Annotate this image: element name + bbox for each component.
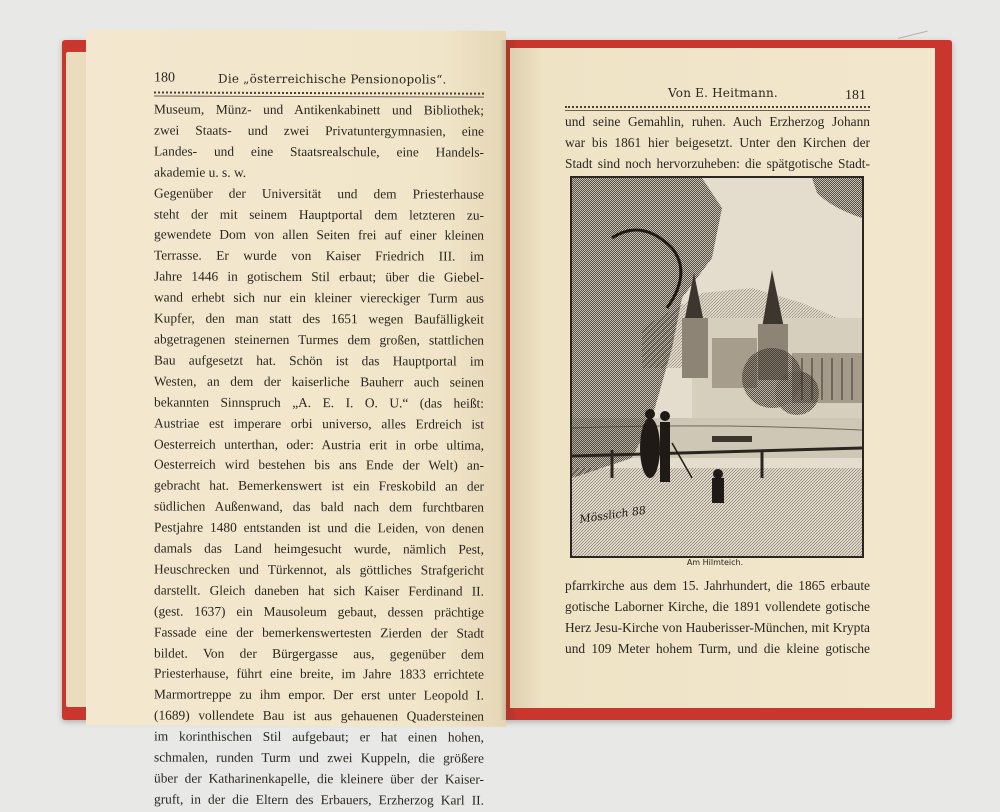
text-line: Austriae est imperare orbi universo, alles Erdreich ist [154,415,484,432]
text-line: abgetragenen steinernen Turmes dem großen, stattlichen [154,331,484,348]
text-line: war bis 1861 hier beigesetzt. Unter den Kirchen der [565,134,870,150]
text-line: akademie u. s. w. [154,164,247,180]
right-page-number: 181 [845,88,866,103]
engraving-illustration [570,176,864,558]
text-line: im korinthischen Stil aufgebaut; er hat einen hohen, [154,728,484,745]
text-line: Stadt sind noch hervorzuheben: die spätgotische Stadt- [565,155,870,171]
left-page-number: 180 [154,70,175,86]
text-line: Heuschrecken und Türkennot, als göttliches Strafgericht [154,561,484,578]
engraving-drawing [572,178,862,556]
text-line: gebracht hat. Bemerkenswert ist ein Freskobild an der [154,477,484,494]
text-line: Jahre 1446 in gotischem Stil erbaut; über die Giebel- [154,268,484,285]
text-line: schmalen, runden Turm und zwei Kuppeln, die größere [154,749,484,766]
text-line: gotische Laborner Kirche, die 1891 vollendete gotische [565,598,870,614]
text-line: und seine Gemahlin, ruhen. Auch Erzherzog Johann [565,114,870,129]
right-header-rule [565,106,870,108]
text-line: steht der mit seinem Hauptportal dem letzteren zu- [154,206,484,223]
text-line: Kupfer, den man statt des 1651 wegen Baufälligkeit [154,310,484,327]
text-line: Terrasse. Er wurde von Kaiser Friedrich III. im [154,247,484,264]
text-line: (1689) vollendete Bau ist aus gehauenen Quadersteinen [154,707,484,724]
illustration-signature: Mösslich 88 [578,503,647,526]
text-line: Marmortreppe zu ihm empor. Der erst unter Leopold I. [154,686,484,704]
text-line: darstellt. Gleich daneben hat sich Kaiser Ferdinand II. [154,582,484,599]
left-page-text [154,100,484,812]
text-line: Herz Jesu-Kirche von Hauberisser-München, mit Krypta [565,619,870,635]
text-line: südlichen Außenwand, das bald nach dem furchtbaren [154,498,484,515]
text-line: Westen, an dem der kaiserliche Bauherr auch seinen [154,373,484,390]
text-line: Oesterreich wird bestehen bis ans Ende der Welt) an- [154,456,484,474]
text-line: Oesterreich unterthan, oder: Austria erit in orbe ultima, [154,436,484,453]
text-line: (gest. 1637) ein Mausoleum gebaut, dessen prächtige [154,603,484,620]
left-header-rule [154,92,484,95]
text-line: Priesterhause, führt eine breite, im Jahre 1833 errichtete [154,665,484,683]
text-line: Bau aufgesetzt hat. Schön ist das Hauptportal im [154,352,484,369]
text-line: wand erhebt sich nur ein kleiner viereckiger Turm aus [154,289,484,306]
text-line: bildet. Von der Bürgergasse aus, gegenüber dem [154,645,484,662]
text-line: gruft, in der die Eltern des Erbauers, Erzherzog Karl II. [154,791,484,808]
text-line: über der Katharinenkapelle, die kleinere über der Kaiser- [154,770,484,787]
text-line: Pestjahre 1480 entstanden ist und die Leiden, von denen [154,519,484,536]
text-line: gewendete Dom von allen Seiten frei auf einer kleinen [154,226,484,244]
right-page-text-bottom [565,576,870,660]
right-page-text-top [565,112,870,175]
left-page [86,29,506,808]
illustration-caption: Am Hilmteich. [686,558,744,567]
text-line: damals das Land heimgesucht wurde, nämlich Pest, [154,540,484,557]
text-line: bekannten Sinnspruch „A. E. I. O. U.“ (das heißt: [154,394,484,411]
text-line: Fassade eine der bemerkenswertesten Zierden der Stadt [154,624,484,641]
text-line: pfarrkirche aus dem 15. Jahrhundert, die 1865 erbaute [565,578,870,593]
left-page-header: Die „österreichische Pensionopolis“. [218,71,447,87]
text-line: Museum, Münz- und Antikenkabinett und Bibliothek; [154,101,484,118]
text-line: Gegenüber der Universität und dem Priesterhause [154,185,484,202]
text-line: Landes- und eine Staatsrealschule, eine Handels- [154,143,484,160]
text-line: und 109 Meter hohem Turm, und die kleine gotische [565,640,870,656]
text-line: zwei Staats- und zwei Privatuntergymnasien, eine [154,122,484,139]
right-page-header: Von E. Heitmann. [668,86,778,100]
